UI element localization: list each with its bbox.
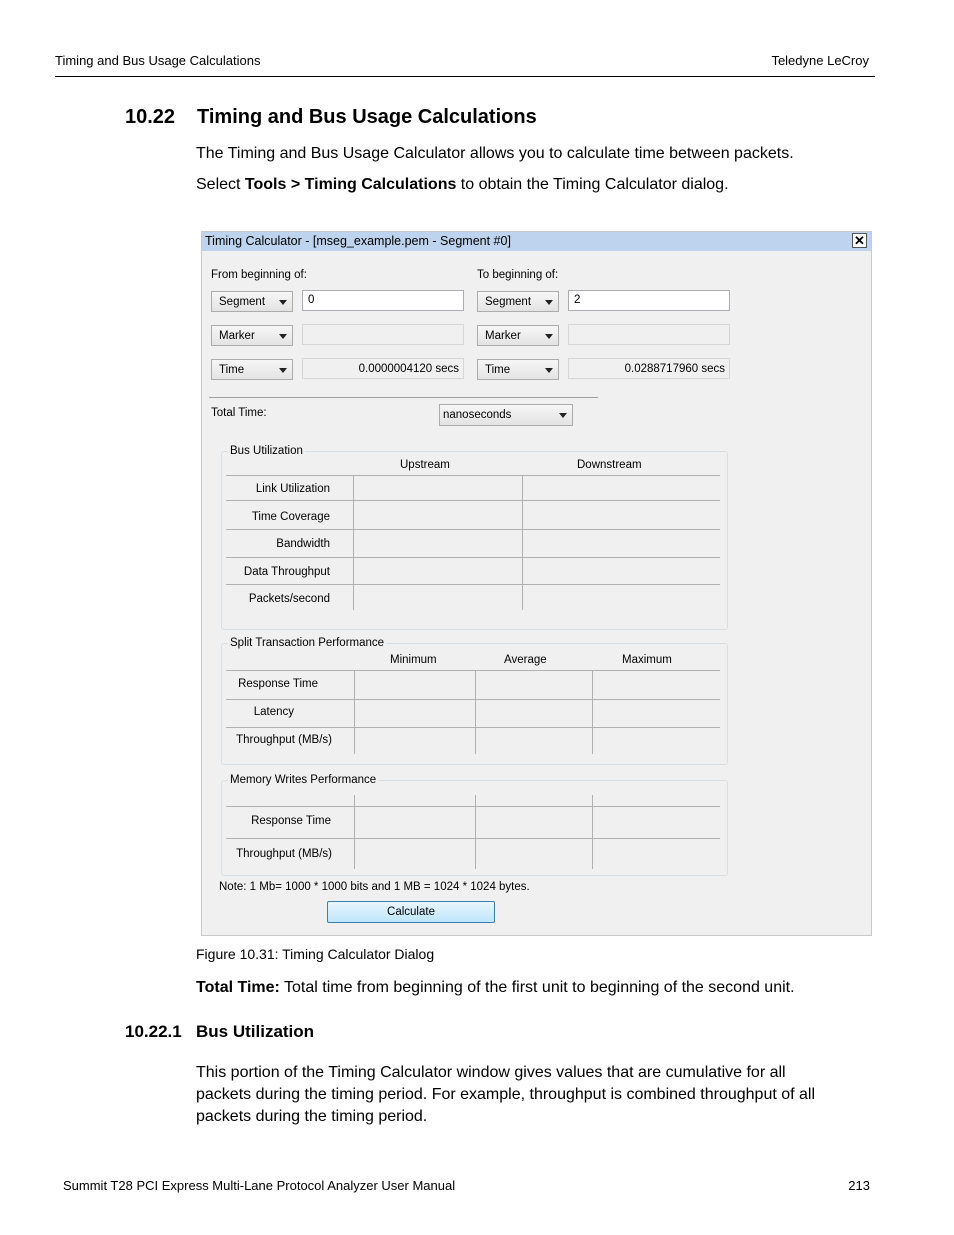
minimum-header: Minimum xyxy=(390,654,437,666)
row-mem-throughput: Throughput (MB/s) xyxy=(236,848,332,860)
timing-calculator-dialog xyxy=(201,231,872,936)
from-marker-field xyxy=(302,324,464,345)
chevron-down-icon xyxy=(545,334,553,339)
grid-line xyxy=(226,670,720,671)
grid-line xyxy=(226,475,720,476)
divider xyxy=(209,397,598,398)
row-packets-second: Packets/second xyxy=(248,593,330,605)
grid-line xyxy=(226,838,720,839)
from-marker-combo[interactable] xyxy=(211,325,293,346)
grid-line xyxy=(226,699,720,700)
to-marker-field xyxy=(568,324,730,345)
from-time-field xyxy=(302,358,464,379)
section-heading xyxy=(125,106,537,129)
to-segment-field[interactable] xyxy=(568,290,730,311)
grid-line xyxy=(353,476,354,610)
bus-util-line-3: packets during the timing period. xyxy=(196,1108,428,1125)
grid-line xyxy=(354,795,355,869)
bus-utilization-title: Bus Utilization xyxy=(230,445,303,457)
page-number: 213 xyxy=(848,1178,870,1193)
to-segment-combo-value: Segment xyxy=(485,296,532,308)
calculate-button[interactable]: Calculate xyxy=(327,901,495,923)
intro-line-2-post: to obtain the Timing Calculator dialog. xyxy=(456,176,729,193)
grid-line xyxy=(226,727,720,728)
running-header-left: Timing and Bus Usage Calculations xyxy=(55,53,261,68)
dialog-title: Timing Calculator - [mseg_example.pem - Segment #0] xyxy=(205,234,511,248)
units-note: Note: 1 Mb= 1000 * 1000 bits and 1 MB = 1024 * 1024 bytes. xyxy=(219,881,530,893)
from-segment-value: 0 xyxy=(308,294,315,306)
grid-line xyxy=(226,500,720,501)
to-time-field xyxy=(568,358,730,379)
grid-line xyxy=(475,671,476,754)
time-units-combo[interactable] xyxy=(439,404,573,426)
menu-path: Tools > Timing Calculations xyxy=(244,176,457,193)
bus-util-line-2: packets during the timing period. For example, throughput is combined throughput of all xyxy=(196,1086,816,1103)
row-throughput: Throughput (MB/s) xyxy=(236,734,332,746)
chevron-down-icon xyxy=(545,368,553,373)
from-label: From beginning of: xyxy=(211,269,307,281)
memory-writes-title: Memory Writes Performance xyxy=(230,774,377,786)
average-header: Average xyxy=(504,654,547,666)
chevron-down-icon xyxy=(279,300,287,305)
grid-line xyxy=(226,529,720,530)
subsection-title: Bus Utilization xyxy=(196,1022,315,1041)
grid-line xyxy=(592,671,593,754)
grid-line xyxy=(522,476,523,610)
chevron-down-icon xyxy=(279,368,287,373)
split-transaction-title: Split Transaction Performance xyxy=(230,637,385,649)
row-time-coverage: Time Coverage xyxy=(251,511,330,523)
grid-line xyxy=(354,671,355,754)
subsection-heading xyxy=(125,1022,314,1042)
to-time-combo-value: Time xyxy=(485,364,511,376)
intro-line-1: The Timing and Bus Usage Calculator allows you to calculate time between packets. xyxy=(196,145,794,162)
subsection-number: 10.22.1 xyxy=(125,1022,182,1041)
dialog-titlebar xyxy=(202,232,871,251)
figure-caption: Figure 10.31: Timing Calculator Dialog xyxy=(196,946,435,962)
grid-line xyxy=(226,806,720,807)
to-segment-combo[interactable] xyxy=(477,291,559,312)
total-time-paragraph xyxy=(196,977,795,998)
grid-line xyxy=(226,584,720,585)
to-label: To beginning of: xyxy=(477,269,559,281)
upstream-header: Upstream xyxy=(400,459,450,471)
close-icon[interactable]: ✕ xyxy=(852,233,867,248)
bus-util-line-1: This portion of the Timing Calculator window gives values that are cumulative for all xyxy=(196,1064,786,1081)
row-data-throughput: Data Throughput xyxy=(243,566,330,578)
from-time-combo-value: Time xyxy=(219,364,245,376)
grid-line xyxy=(592,795,593,869)
section-number: 10.22 xyxy=(125,106,176,128)
to-marker-combo[interactable] xyxy=(477,325,559,346)
to-segment-value: 2 xyxy=(574,294,581,306)
header-rule xyxy=(55,76,875,77)
from-time-value: 0.0000004120 secs xyxy=(358,363,459,375)
grid-line xyxy=(475,795,476,869)
maximum-header: Maximum xyxy=(622,654,672,666)
to-time-combo[interactable] xyxy=(477,359,559,380)
section-title: Timing and Bus Usage Calculations xyxy=(197,106,537,128)
downstream-header: Downstream xyxy=(577,459,642,471)
from-marker-combo-value: Marker xyxy=(219,330,255,342)
intro-line-2 xyxy=(196,174,729,195)
row-latency: Latency xyxy=(253,706,294,718)
total-time-label: Total Time: xyxy=(211,407,267,419)
intro-line-2-pre: Select xyxy=(196,176,245,193)
time-units-value: nanoseconds xyxy=(443,409,512,421)
from-segment-combo[interactable] xyxy=(211,291,293,312)
total-time-term: Total Time: xyxy=(196,979,280,996)
row-bandwidth: Bandwidth xyxy=(276,538,330,550)
chevron-down-icon xyxy=(545,300,553,305)
row-link-utilization: Link Utilization xyxy=(255,483,330,495)
from-time-combo[interactable] xyxy=(211,359,293,380)
to-marker-combo-value: Marker xyxy=(485,330,521,342)
from-segment-field[interactable] xyxy=(302,290,464,311)
grid-line xyxy=(226,557,720,558)
running-header-right: Teledyne LeCroy xyxy=(771,53,869,68)
to-time-value: 0.0288717960 secs xyxy=(624,363,725,375)
row-mem-response-time: Response Time xyxy=(251,815,331,827)
from-segment-combo-value: Segment xyxy=(219,296,266,308)
chevron-down-icon xyxy=(559,413,567,418)
row-response-time: Response Time xyxy=(238,678,318,690)
footer-title: Summit T28 PCI Express Multi-Lane Protocol Analyzer User Manual xyxy=(63,1178,456,1193)
chevron-down-icon xyxy=(279,334,287,339)
total-time-description: Total time from beginning of the first unit to beginning of the second unit. xyxy=(279,979,795,996)
